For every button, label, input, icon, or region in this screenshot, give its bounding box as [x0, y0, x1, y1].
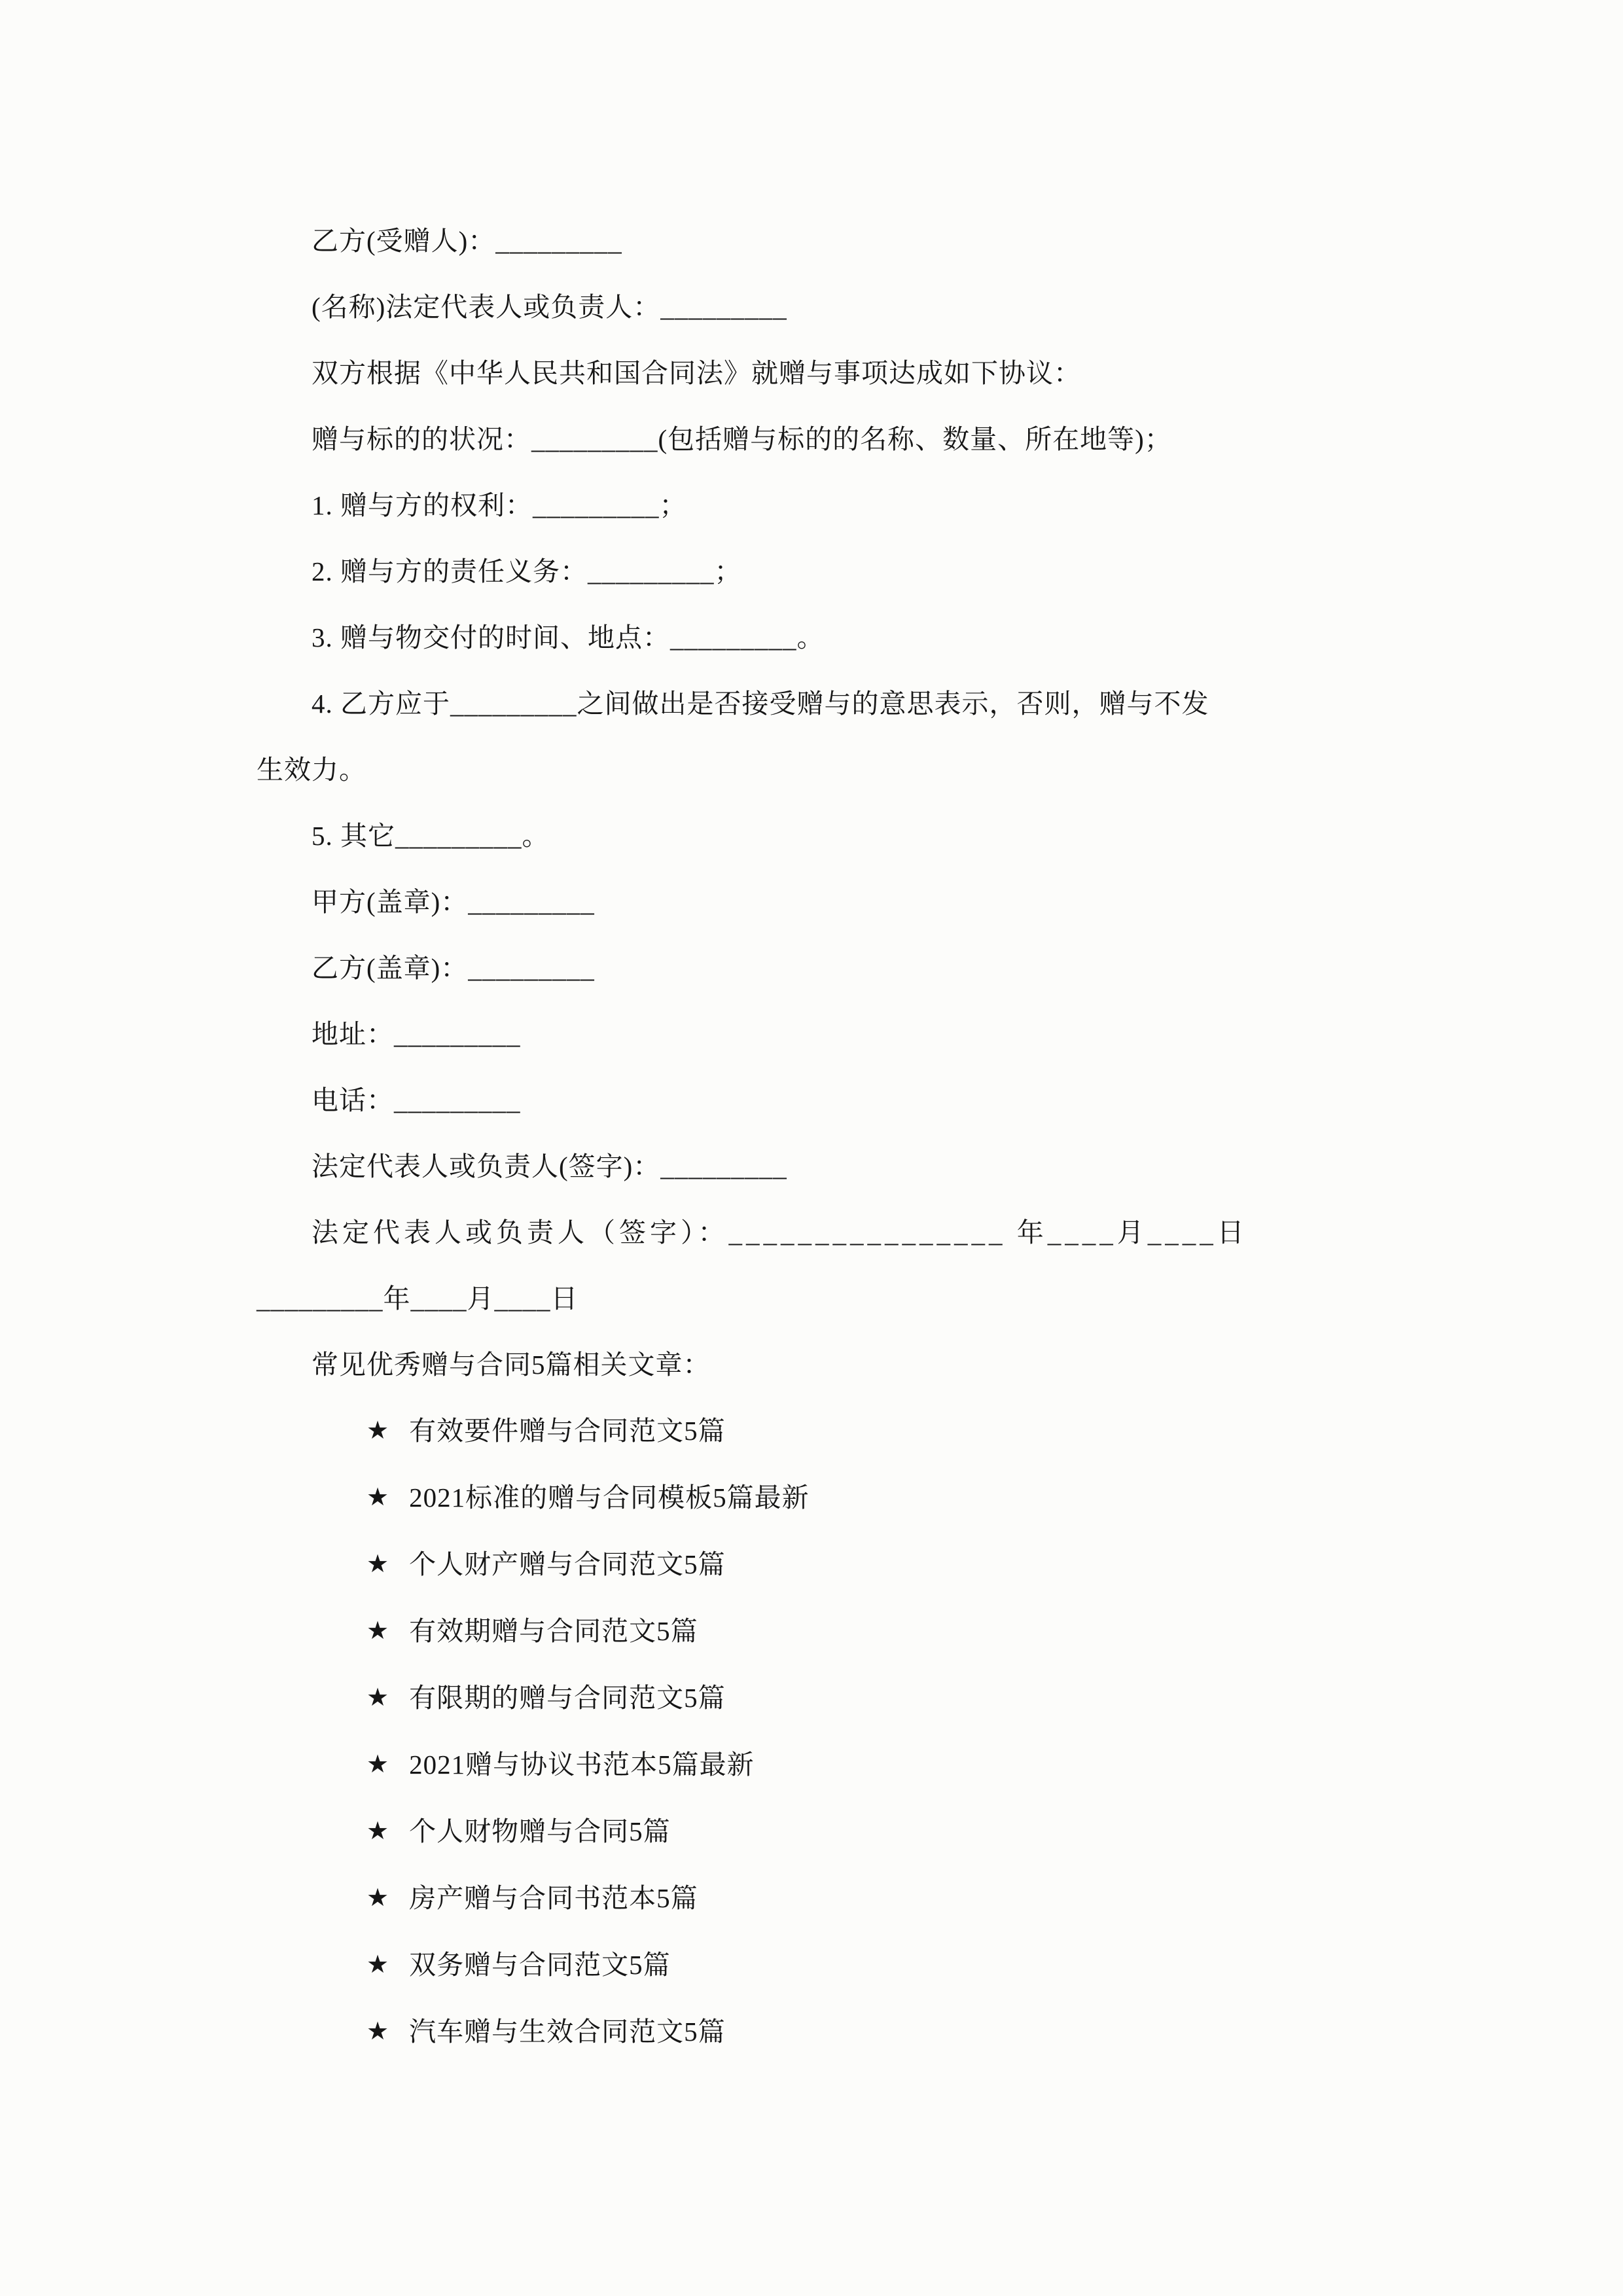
paragraph-line: 双方根据《中华人民共和国合同法》就赠与事项达成如下协议： [312, 358, 1081, 388]
list-item-text: 有效要件赠与合同范文5篇 [409, 1416, 726, 1446]
related-article-item [257, 1865, 1427, 1932]
list-item-text: 个人财物赠与合同5篇 [409, 1816, 671, 1846]
star-bullet-icon: ★ [366, 1950, 390, 1979]
paragraph-line: 法定代表人或负责人（签字）：________________ 年____月____日 [312, 1217, 1248, 1247]
paragraph-line: 赠与标的的状况：_________(包括赠与标的的名称、数量、所在地等)； [312, 424, 1172, 454]
paragraph-line: (名称)法定代表人或负责人：_________ [312, 292, 787, 322]
paragraph-line: 5. 其它_________。 [312, 821, 550, 851]
paragraph-line: 乙方(盖章)：_________ [312, 953, 595, 983]
paragraph-line: 3. 赠与物交付的时间、地点：_________。 [312, 622, 825, 653]
star-bullet-icon: ★ [366, 1683, 390, 1712]
list-item-text: 有效期赠与合同范文5篇 [409, 1616, 698, 1646]
paragraph-line: 甲方(盖章)：_________ [312, 887, 595, 917]
related-article-item [257, 1732, 1427, 1799]
list-item-text: 房产赠与合同书范本5篇 [409, 1883, 698, 1913]
paragraph-line: 乙方(受赠人)：_________ [312, 226, 622, 256]
star-bullet-icon: ★ [366, 1616, 390, 1645]
related-article-item [257, 1532, 1427, 1598]
paragraph-line: 电话：_________ [312, 1085, 521, 1115]
star-bullet-icon: ★ [366, 1816, 390, 1845]
paragraph-line: 生效力。 [257, 755, 366, 785]
paragraph-line: 法定代表人或负责人(签字)：_________ [312, 1151, 787, 1181]
paragraph-line: 2. 赠与方的责任义务：_________； [312, 556, 742, 586]
star-bullet-icon: ★ [366, 1482, 390, 1511]
related-article-item [257, 1665, 1427, 1732]
related-article-item [257, 1598, 1427, 1665]
paragraph-line: 常见优秀赠与合同5篇相关文章： [312, 1350, 711, 1380]
list-item-text: 有限期的赠与合同范文5篇 [409, 1683, 726, 1713]
paragraph-line: 1. 赠与方的权利：_________； [312, 490, 687, 520]
related-article-item [257, 1799, 1427, 1865]
list-item-text: 汽车赠与生效合同范文5篇 [409, 2017, 726, 2047]
related-article-item [257, 1398, 1427, 1465]
star-bullet-icon: ★ [366, 1883, 390, 1912]
paragraph-line: 4. 乙方应于_________之间做出是否接受赠与的意思表示，否则，赠与不发 [312, 689, 1209, 719]
list-item-text: 双务赠与合同范文5篇 [409, 1950, 671, 1980]
list-item-text: 2021标准的赠与合同模板5篇最新 [409, 1482, 810, 1513]
star-bullet-icon: ★ [366, 1416, 390, 1444]
related-article-item [257, 1932, 1427, 1999]
list-item-text: 个人财产赠与合同范文5篇 [409, 1549, 726, 1579]
related-article-item [257, 1999, 1427, 2066]
paragraph-line: 地址：_________ [312, 1019, 521, 1049]
paragraph-line: _________年____月____日 [257, 1283, 579, 1314]
star-bullet-icon: ★ [366, 1749, 390, 1778]
star-bullet-icon: ★ [366, 2017, 390, 2045]
list-item-text: 2021赠与协议书范本5篇最新 [409, 1749, 755, 1780]
star-bullet-icon: ★ [366, 1549, 390, 1578]
related-article-item [257, 1465, 1427, 1532]
